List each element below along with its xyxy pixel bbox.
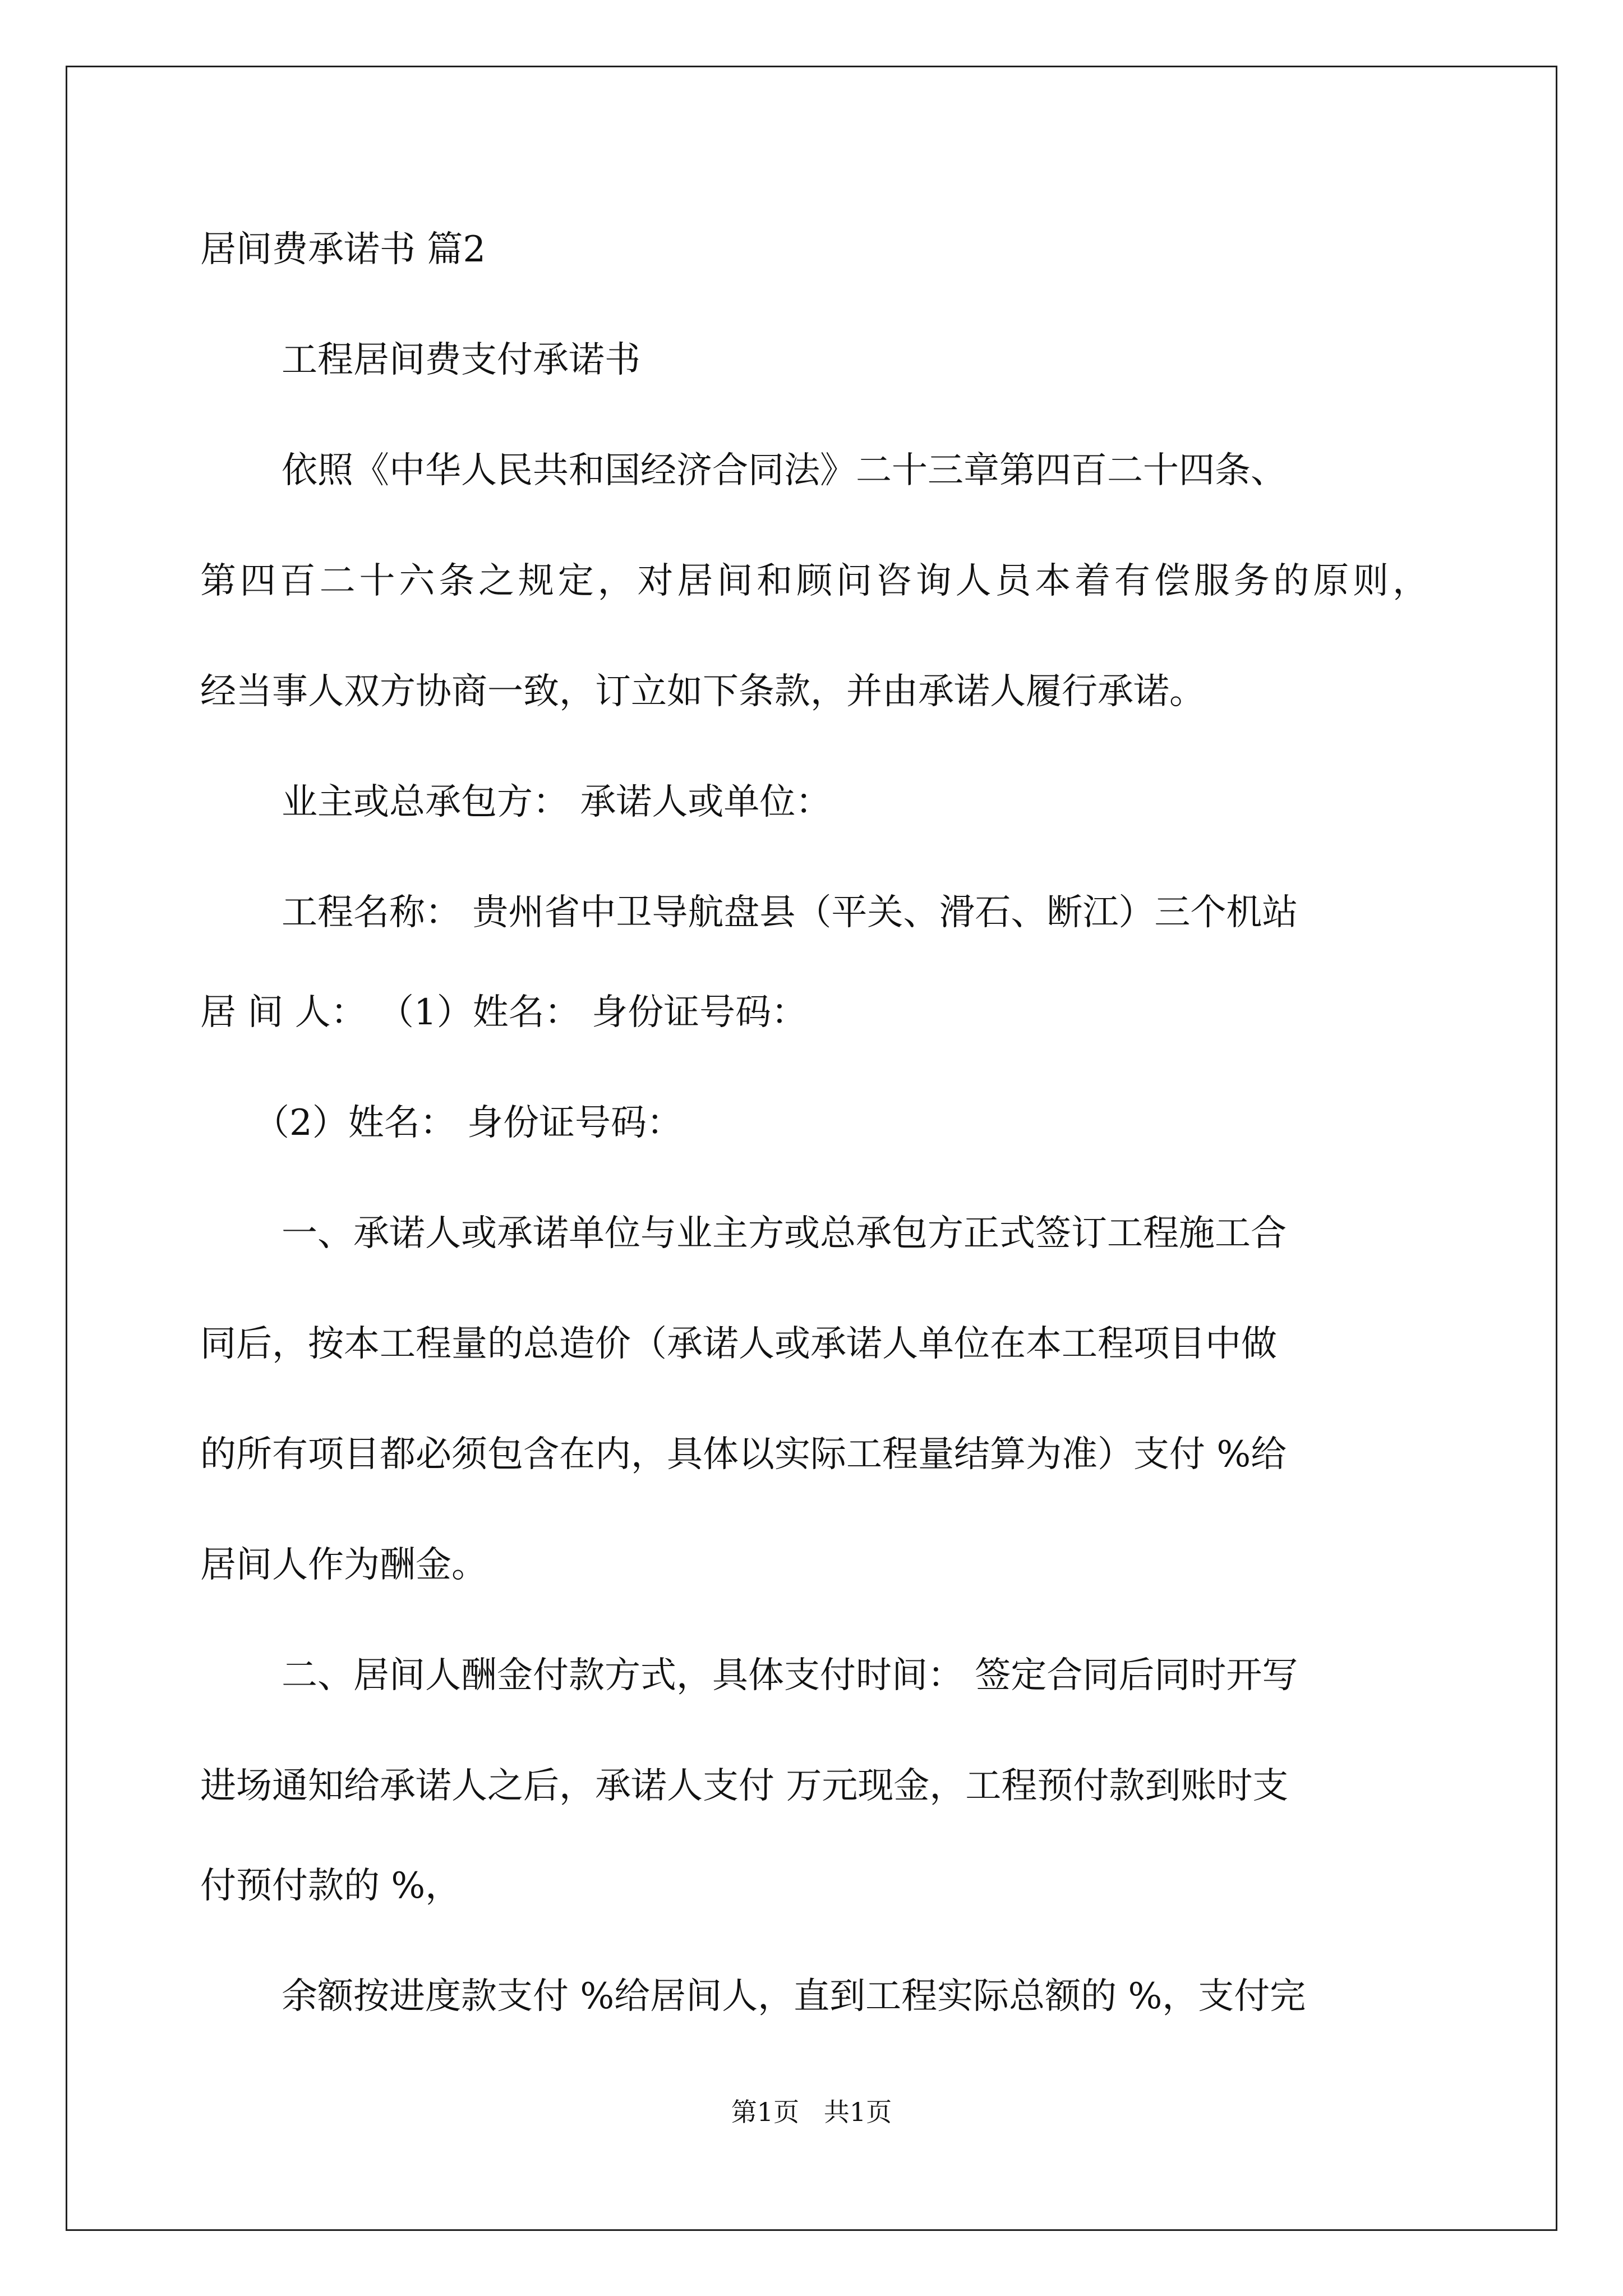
paragraph-line: 付预付款的 %， <box>200 1865 462 1907</box>
document-heading: 居间费承诺书 篇2 <box>200 229 486 270</box>
paragraph-line: 一、承诺人或承诺单位与业主方或总承包方正式签订工程施工合 <box>282 1213 1287 1254</box>
paragraph-line: 依照《中华人民共和国经济合同法》二十三章第四百二十四条、 <box>282 450 1287 491</box>
document-title: 工程居间费支付承诺书 <box>282 339 640 381</box>
project-name-line: 工程名称： 贵州省中卫导航盘县（平关、滑石、断江）三个机站 <box>282 892 1298 933</box>
paragraph-line: 二、居间人酬金付款方式，具体支付时间： 签定合同后同时开写 <box>282 1655 1298 1696</box>
page-number: 第1页 共1页 <box>731 2097 892 2127</box>
form-field-line: 业主或总承包方： 承诺人或单位： <box>282 781 832 823</box>
intermediary-line: 居 间 人： （1）姓名： 身份证号码： <box>200 992 808 1033</box>
intermediary-line: （2）姓名： 身份证号码： <box>253 1102 683 1144</box>
paragraph-line: 进场通知给承诺人之后，承诺人支付 万元现金，工程预付款到账时支 <box>200 1765 1289 1807</box>
paragraph-line: 的所有项目都必须包含在内，具体以实际工程量结算为准）支付 %给 <box>200 1434 1287 1475</box>
paragraph-line: 余额按进度款支付 %给居间人，直到工程实际总额的 %，支付完 <box>282 1976 1306 2017</box>
paragraph-line: 同后，按本工程量的总造价（承诺人或承诺人单位在本工程项目中做 <box>200 1323 1277 1365</box>
paragraph-line: 第四百二十六条之规定，对居间和顾问咨询人员本着有偿服务的原则， <box>200 560 1428 602</box>
paragraph-line: 经当事人双方协商一致，订立如下条款，并由承诺人履行承诺。 <box>200 671 1205 712</box>
paragraph-line: 居间人作为酬金。 <box>200 1544 487 1586</box>
